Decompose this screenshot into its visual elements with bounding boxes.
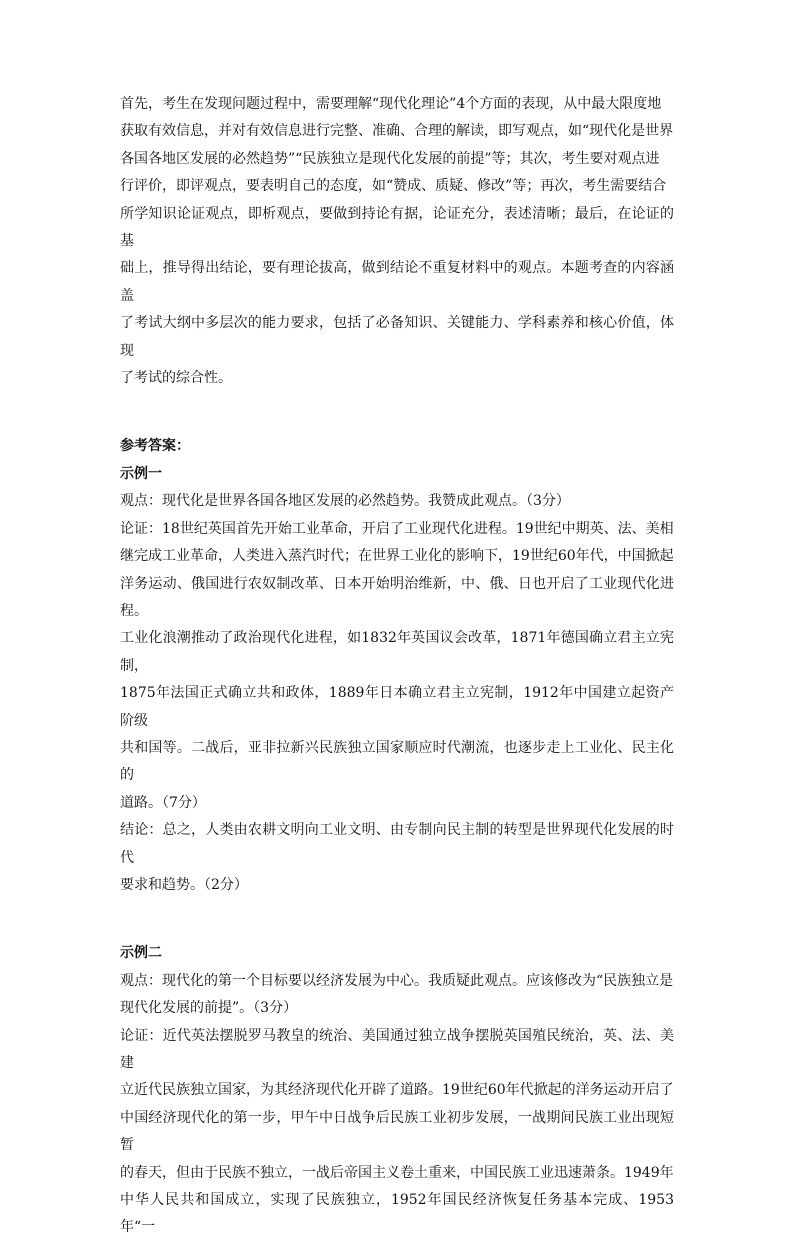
intro-line: 首先，考生在发现问题过程中，需要理解“现代化理论”4个方面的表现，从中最大限度地	[120, 96, 662, 112]
spacer	[120, 926, 674, 940]
intro-line: 获取有效信息，并对有效信息进行完整、准确、合理的解读，即写观点，如“现代化是世界	[120, 123, 674, 140]
example2-body	[120, 968, 674, 1242]
intro-line: 础上，推导得出结论，要有理论拔高，做到结论不重复材料中的观点。本题考查的内容涵盖	[120, 260, 674, 304]
example1-body	[120, 488, 674, 899]
example1-line: 要求和趋势。（2分）	[120, 876, 248, 893]
example2-line: 观点：现代化的第一个目标要以经济发展为中心。我质疑此观点。应该修改为“民族独立是	[120, 972, 674, 989]
intro-line: 了考试大纲中多层次的能力要求，包括了必备知识、关键能力、学科素养和核心价值，体现	[120, 315, 674, 359]
example2-line: 现代化发展的前提”。（3分）	[120, 1000, 298, 1017]
example1-line: 共和国等。二战后，亚非拉新兴民族独立国家顺应时代潮流，也逐步走上工业化、民主化的	[120, 739, 674, 784]
example2-line: 的春天，但由于民族不独立，一战后帝国主义卷土重来，中国民族工业迅速萧条。1949年	[120, 1164, 674, 1181]
example1-line: 道路。（7分）	[120, 794, 206, 811]
document-body	[120, 91, 674, 1242]
example2-line: 立近代民族独立国家，为其经济现代化开辟了道路。19世纪60年代掀起的洋务运动开启了	[120, 1082, 674, 1099]
example1-title: 示例一	[120, 465, 162, 482]
intro-line: 了考试的综合性。	[120, 370, 232, 387]
example1-line: 1875年法国正式确立共和政体，1889年日本确立君主立宪制，1912年中国建立起资产阶级	[120, 685, 674, 729]
spacer	[120, 419, 674, 433]
answer-heading: 参考答案：	[120, 438, 190, 455]
example2-title: 示例二	[120, 945, 162, 962]
example1-line: 观点：现代化是世界各国各地区发展的必然趋势。我赞成此观点。（3分）	[120, 493, 570, 510]
example1-line: 论证：18世纪英国首先开始工业革命，开启了工业现代化进程。19世纪中期英、法、美相	[120, 520, 674, 537]
intro-paragraph	[120, 91, 674, 392]
example2-line: 论证：近代英法摆脱罗马教皇的统治、美国通过独立战争摆脱英国殖民统治，英、法、美建	[120, 1027, 674, 1071]
example1-line: 结论：总之，人类由农耕文明向工业文明、由专制向民主制的转型是世界现代化发展的时代	[120, 822, 674, 866]
example1-line: 洋务运动、俄国进行农奴制改革、日本开始明治维新，中、俄、日也开启了工业现代化进程。	[120, 575, 674, 619]
intro-line: 各国各地区发展的必然趋势”“民族独立是现代化发展的前提”等；其次，考生要对观点进	[120, 150, 660, 167]
spacer	[120, 392, 674, 419]
example2-line: 中华人民共和国成立，实现了民族独立，1952年国民经济恢复任务基本完成、1953年“一	[120, 1192, 674, 1236]
spacer	[120, 899, 674, 926]
example1-line: 工业化浪潮推动了政治现代化进程，如1832年英国议会改革，1871年德国确立君主立宪制，	[120, 630, 674, 674]
example2-line: 中国经济现代化的第一步，甲午中日战争后民族工业初步发展，一战期间民族工业出现短暂	[120, 1109, 674, 1154]
intro-line: 所学知识论证观点，即析观点，要做到持论有据，论证充分，表述清晰；最后，在论证的基	[120, 205, 674, 250]
example1-line: 继完成工业革命，人类进入蒸汽时代；在世界工业化的影响下，19世纪60年代，中国掀起	[120, 548, 674, 565]
intro-line: 行评价，即评观点，要表明自己的态度，如“赞成、质疑、修改”等；再次，考生需要结合	[120, 178, 667, 195]
